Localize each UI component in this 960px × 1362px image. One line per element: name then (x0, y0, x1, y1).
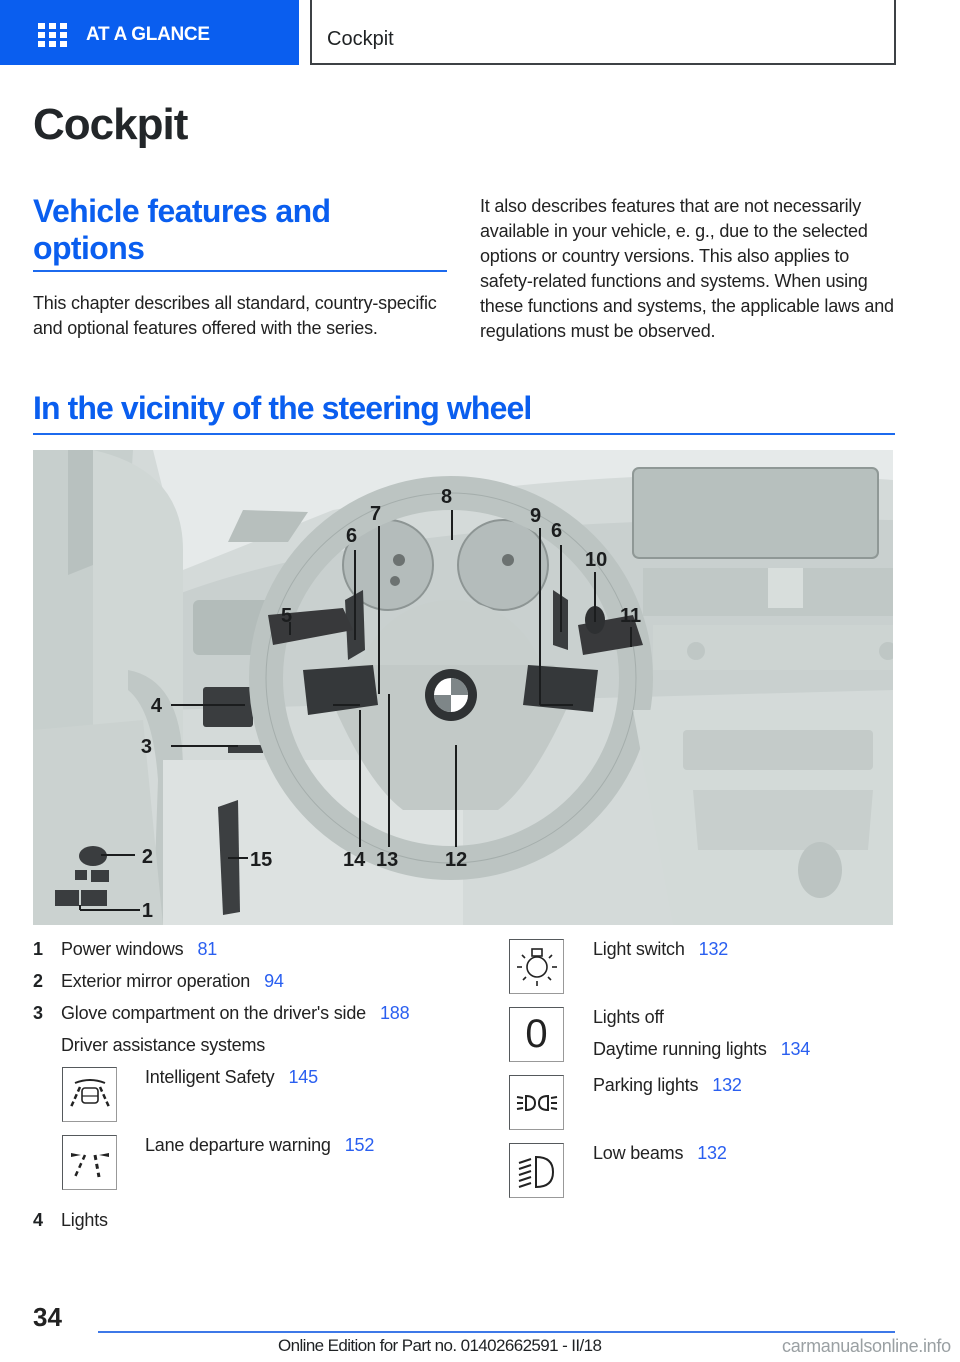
legend-label: Power windows (61, 939, 184, 959)
legend-label: Daytime running lights (593, 1039, 767, 1059)
legend-item-intelligent-safety (145, 1067, 318, 1088)
section-tab[interactable] (0, 0, 299, 65)
svg-text:2: 2 (141, 846, 153, 868)
parking-lights-icon (509, 1075, 564, 1130)
svg-text:7: 7 (370, 503, 382, 525)
page-ref-link[interactable]: 81 (197, 939, 218, 959)
lights-off-glyph: 0 (525, 1012, 548, 1056)
legend-label: Lights off (593, 1007, 664, 1027)
page-ref-link[interactable]: 152 (344, 1135, 375, 1155)
svg-text:8: 8 (441, 486, 453, 508)
legend-label: Intelligent Safety (145, 1067, 275, 1087)
legend-item-parking-lights (593, 1075, 742, 1096)
legend-label: Driver assistance systems (61, 1035, 266, 1055)
edition-text: Online Edition for Part no. 01402662591 - II/18 (278, 1336, 602, 1355)
legend-item-3: 3 Glove compartment on the driver's side 188 (33, 1003, 410, 1023)
svg-text:3: 3 (140, 736, 152, 758)
lane-departure-icon (62, 1135, 117, 1190)
legend-label: Low beams (593, 1143, 684, 1163)
page-ref-link[interactable]: 145 (288, 1067, 318, 1087)
legend-subheading (61, 1035, 265, 1056)
vehicle-features-heading: Vehicle features and options (33, 193, 331, 266)
page-ref-link[interactable]: 132 (712, 1075, 742, 1095)
page-ref-link[interactable]: 132 (697, 1143, 727, 1163)
svg-text:6: 6 (551, 520, 563, 542)
svg-text:6: 6 (346, 525, 358, 547)
steering-heading: In the vicinity of the steering wheel (33, 390, 532, 426)
page-number: 34 (33, 1302, 62, 1332)
page-ref-link[interactable]: 188 (379, 1003, 410, 1023)
breadcrumb-label: Cockpit (327, 28, 394, 50)
section-tab-label: AT A GLANCE (86, 23, 210, 45)
legend-label: Glove compartment on the driver's side (61, 1003, 366, 1023)
svg-text:13: 13 (376, 849, 399, 871)
page-title: Cockpit (33, 100, 188, 149)
legend-label: Lane departure warning (145, 1135, 331, 1155)
legend-label: Light switch (593, 939, 685, 959)
page-ref-link[interactable]: 94 (264, 971, 284, 991)
intelligent-safety-icon (62, 1067, 117, 1122)
low-beams-icon (509, 1143, 564, 1198)
svg-text:12: 12 (445, 849, 468, 871)
svg-text:4: 4 (150, 695, 162, 717)
legend-item-2: 2 Exterior mirror operation 94 (33, 971, 284, 991)
grid-menu-icon (38, 23, 66, 47)
legend-item-lane-departure (145, 1135, 374, 1156)
svg-text:11: 11 (620, 605, 642, 627)
page-ref-link[interactable]: 134 (780, 1039, 811, 1059)
light-switch-icon (509, 939, 564, 994)
legend-item-1: 1 Power windows 81 (33, 939, 218, 959)
breadcrumb (310, 0, 896, 65)
legend-item-lights-off (593, 1007, 664, 1028)
svg-text:9: 9 (530, 505, 542, 527)
intro-paragraph-left: This chapter describes all standard, country-specific and optional features offered with the series. (33, 293, 437, 338)
heading-divider (33, 433, 895, 435)
watermark: carmanualsonline.info (782, 1336, 951, 1356)
intro-paragraph-right: It also describes features that are not necessarily available in your vehicle, e. g., due to the selected options or country versions. This also applies to safety-related functions and systems. When using these functions and systems, the applicable laws and regulations must be observed. (480, 196, 894, 341)
lights-off-icon (509, 1007, 564, 1062)
legend-label: Parking lights (593, 1075, 699, 1095)
legend-label: Lights (61, 1210, 108, 1230)
page-ref-link[interactable]: 132 (698, 939, 729, 959)
legend-item-low-beams (593, 1143, 727, 1164)
legend-item-4: 4 Lights (33, 1210, 108, 1230)
legend-label: Exterior mirror operation (61, 971, 251, 991)
legend-item-daytime-running (593, 1039, 810, 1060)
footer-divider (98, 1331, 895, 1333)
svg-text:15: 15 (250, 849, 273, 871)
svg-text:1: 1 (141, 900, 153, 922)
svg-text:14: 14 (343, 849, 366, 871)
legend-item-light-switch (593, 939, 728, 960)
heading-divider (33, 270, 447, 272)
cockpit-illustration (33, 450, 893, 925)
svg-text:10: 10 (585, 549, 608, 571)
svg-text:5: 5 (281, 605, 293, 627)
